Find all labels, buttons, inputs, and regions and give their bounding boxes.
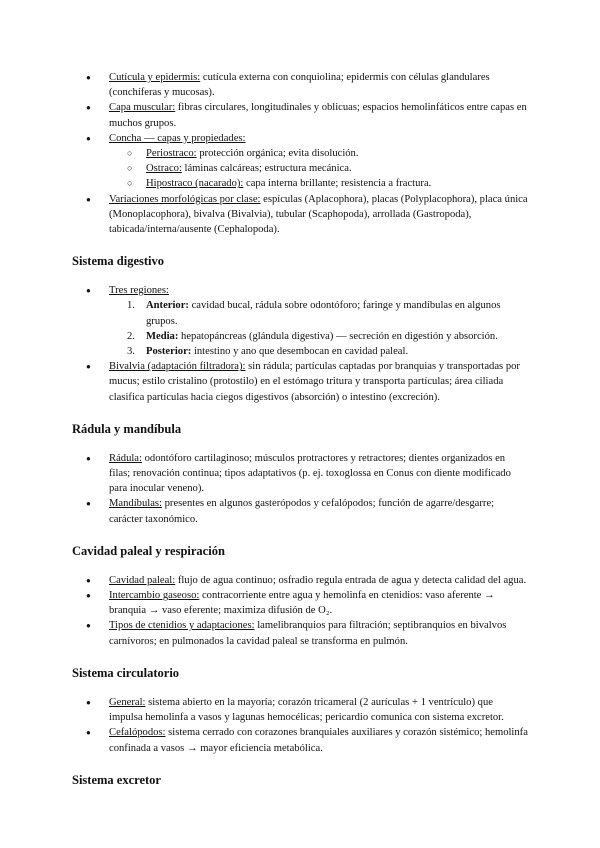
- sub-list-item: [109, 161, 528, 176]
- description: sistema abierto en la mayoría; corazón tricameral (2 aurículas + 1 ventrículo) que impulsa hemolinfa a vasos y lagunas hemocélicas; pericardio comunica con sistema excretor.: [109, 696, 504, 724]
- list-item: [72, 573, 528, 588]
- list-item: [72, 100, 528, 130]
- section-heading-radula: Rádula y mandíbula: [72, 421, 182, 436]
- term: Anterior:: [146, 300, 189, 312]
- term: Capa muscular:: [109, 102, 176, 114]
- description: intestino y ano que desembocan en cavidad paleal.: [191, 346, 409, 358]
- description: odontóforo cartilaginoso; músculos protractores y retractores; dientes organizados en filas; renovación continua; tipos adaptativos (p. ej. toxoglossa en Conus con diente modificado para inocular veneno).: [109, 452, 511, 495]
- description: capa interna brillante; resistencia a fractura.: [243, 178, 432, 190]
- term: Posterior:: [146, 346, 192, 358]
- item-number: 1.: [127, 300, 135, 312]
- list-item: [72, 725, 528, 755]
- description: cavidad bucal, rádula sobre odontóforo; faringe y mandíbulas en algunos grupos.: [146, 300, 501, 327]
- list-item: [72, 283, 528, 359]
- item-number: 2.: [127, 330, 135, 342]
- term: Variaciones morfológicas por clase:: [109, 193, 261, 205]
- term: Mandíbulas:: [109, 498, 162, 510]
- term: Intercambio gaseoso:: [109, 590, 200, 602]
- description: sin rádula; partículas captadas por branquias y transportadas por mucus; estilo cristalino (protostilo) en el estómago tritura y transporta partículas; área ciliada clasifica partículas hacia ciegos digestivos (absorción) o intestino (excreción).: [109, 361, 520, 403]
- ordered-item: [109, 298, 528, 328]
- item-number: 3.: [127, 346, 135, 358]
- section-heading-excretor: Sistema excretor: [72, 772, 161, 787]
- list-item: [72, 451, 528, 497]
- list-item: [72, 192, 528, 238]
- list-item: [72, 618, 528, 648]
- document-content: [72, 70, 528, 788]
- term: Ostraco:: [146, 163, 182, 175]
- list-item: [72, 359, 528, 405]
- term: Cefalópodos:: [109, 727, 166, 739]
- term: Cutícula y epidermis:: [109, 72, 201, 83]
- term: Bivalvia (adaptación filtradora):: [109, 361, 246, 373]
- shell-layers-list: [109, 146, 528, 192]
- list-item: [72, 131, 528, 192]
- digestivo-list: [72, 283, 528, 405]
- term: Hipostraco (nacarado):: [146, 178, 244, 190]
- section-heading-digestivo: Sistema digestivo: [72, 254, 165, 269]
- list-item: [72, 695, 528, 725]
- list-item: [72, 588, 528, 618]
- term: Cavidad paleal:: [109, 574, 176, 586]
- radula-list: [72, 451, 528, 527]
- circulatorio-list: [72, 695, 528, 756]
- ordered-item: [109, 329, 528, 344]
- section-heading-circulatorio: Sistema circulatorio: [72, 665, 180, 680]
- term: Tres regiones:: [109, 285, 169, 297]
- intro-list: [72, 70, 528, 237]
- term: Media:: [146, 330, 179, 342]
- term: Concha — capas y propiedades:: [109, 132, 246, 144]
- description: lamelibranquios para filtración; septibranquios en bivalvos carnívoros; en pulmonados la cavidad paleal se transforma en pulmón.: [109, 620, 507, 647]
- ordered-item: [109, 344, 528, 359]
- list-item: [72, 496, 528, 526]
- description: espículas (Aplacophora), placas (Polyplacophora), placa única (Monoplacophora), bivalva (Bivalvia), tubular (Scaphopoda), arrollada (Gastropoda), tabicada/interna/ausente (Cephalopoda).: [109, 193, 528, 236]
- list-item: [72, 70, 528, 100]
- term: Tipos de ctenidios y adaptaciones:: [109, 620, 255, 632]
- description: sistema cerrado con corazones branquiales auxiliares y corazón sistémico; hemolinfa confinada a vasos → mayor eficiencia metabólica.: [109, 727, 528, 754]
- section-heading-paleal: Cavidad paleal y respiración: [72, 543, 225, 558]
- sub-list-item: [109, 146, 528, 161]
- description: cutícula externa con conquiolina; epidermis con células glandulares (conchíferas y mucosas).: [109, 72, 490, 99]
- description: flujo de agua continuo; osfradio regula entrada de agua y detecta calidad del agua.: [175, 574, 527, 586]
- paleal-list: [72, 573, 528, 649]
- sub-list-item: [109, 176, 528, 191]
- description: contracorriente entre agua y hemolinfa en ctenidios: vaso aferente → branquia → vaso eferente; maximiza difusión de O₂.: [109, 590, 495, 617]
- description: hepatopáncreas (glándula digestiva) — secreción en digestión y absorción.: [178, 330, 498, 342]
- description: fibras circulares, longitudinales y oblicuas; espacios hemolinfáticos entre capas en muchos grupos.: [109, 102, 527, 129]
- description: protección orgánica; evita disolución.: [196, 148, 359, 160]
- term: General:: [109, 696, 146, 708]
- regions-list: [109, 298, 528, 359]
- term: Rádula:: [109, 452, 142, 464]
- term: Periostraco:: [146, 148, 197, 160]
- description: presentes en algunos gasterópodos y cefalópodos; función de agarre/desgarre; carácter taxonómico.: [109, 498, 495, 525]
- description: láminas calcáreas; estructura mecánica.: [181, 163, 352, 175]
